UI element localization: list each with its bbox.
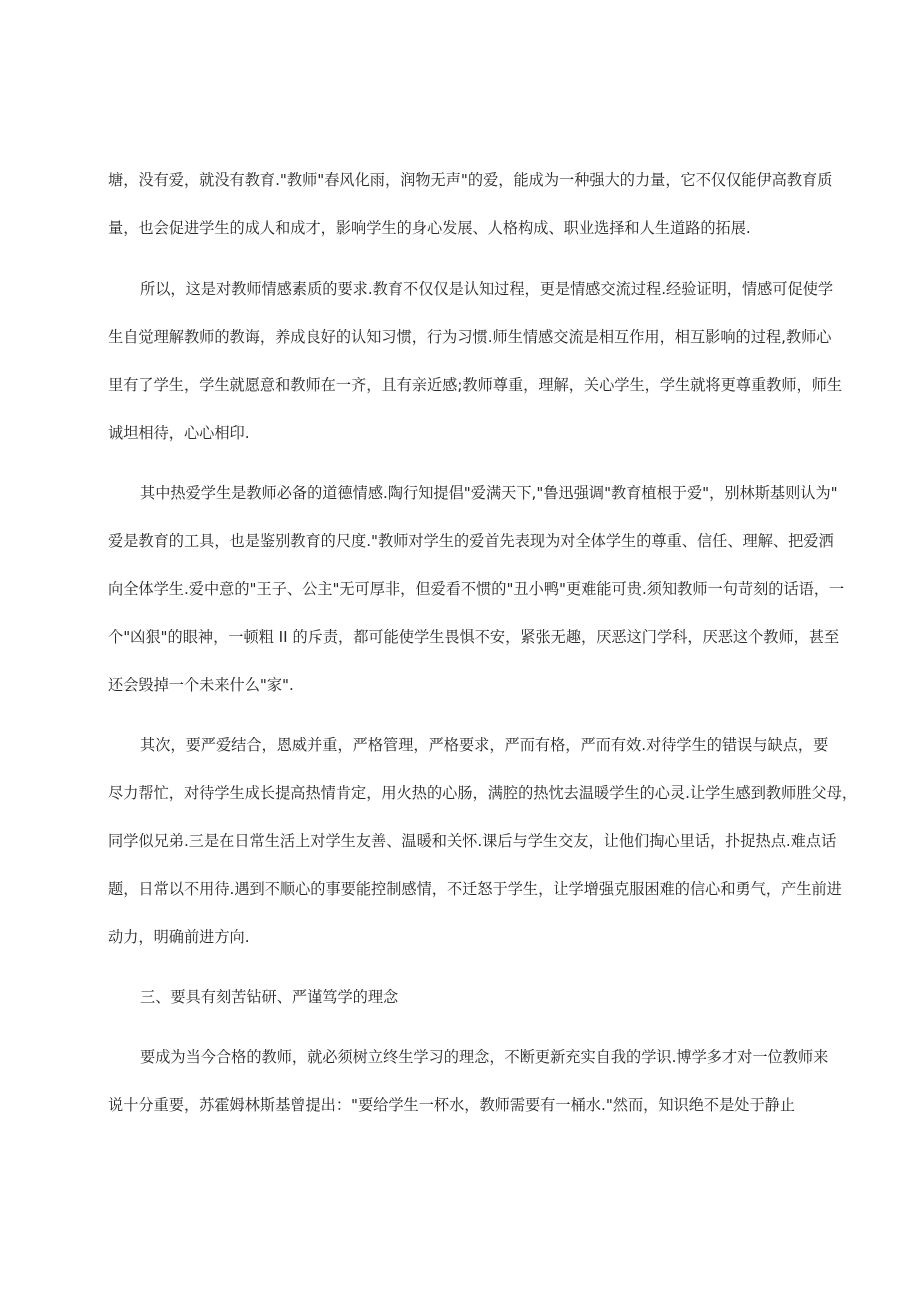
text-line: 题，日常以不用待.遇到不顺心的事要能控制感情，不迁怒于学生，让学增强克服困难的信心和勇气，产生前进 xyxy=(108,880,842,898)
text-line: 个"凶狠"的眼神，一顿粗 II 的斥责，都可能使学生畏惧不安，紧张无趣，厌恶这门学科，厌恶这个教师，甚至 xyxy=(108,628,840,646)
text-line: 生自觉理解教师的教诲，养成良好的认知习惯，行为习惯.师生情感交流是相互作用，相互影响的过程,教师心 xyxy=(108,328,832,346)
text-line: 要成为当今合格的教师，就必须树立终生学习的理念，不断更新充实自我的学识.博学多才对一位教师来 xyxy=(140,1048,829,1066)
text-line: 其次，要严爱结合，恩威并重，严格管理，严格要求，严而有格，严而有效.对待学生的错误与缺点，要 xyxy=(140,736,829,754)
text-line: 尽力帮忙，对待学生成长提高热情肯定，用火热的心肠，满腔的热忱去温暖学生的心灵.让学生感到教师胜父母， xyxy=(108,784,858,802)
text-line: 所以，这是对教师情感素质的要求.教育不仅仅是认知过程，更是情感交流过程.经验证明，情感可促使学 xyxy=(140,280,834,298)
text-line: 说十分重要，苏霍姆林斯基曾提出："要给学生一杯水，教师需要有一桶水."然而，知识绝不是处于静止 xyxy=(108,1096,796,1114)
text-line: 其中热爱学生是教师必备的道德情感.陶行知提倡"爱满天下,"鲁迅强调"教育植根于爱"，别林斯基则认为" xyxy=(140,484,838,502)
text-line: 量，也会促进学生的成人和成才，影响学生的身心发展、人格构成、职业选择和人生道路的拓展. xyxy=(108,219,751,237)
text-line: 爱是教育的工具，也是鉴别教育的尺度."教师对学生的爱首先表现为对全体学生的尊重、信任、理解、把爱洒 xyxy=(108,532,834,550)
text-line: 动力，明确前进方向. xyxy=(108,928,250,946)
text-line: 塘，没有爱，就没有教育."教师"春风化雨，润物无声"的爱，能成为一种强大的力量，它不仅仅能伊高教育质 xyxy=(108,171,833,189)
text-line: 诚坦相待，心心相印. xyxy=(108,424,250,442)
section-heading: 三、要具有刻苦钻研、严谨笃学的理念 xyxy=(140,988,399,1006)
text-line: 还会毁掉一个未来什么"家". xyxy=(108,676,294,694)
text-line: 同学似兄弟.三是在日常生活上对学生友善、温暖和关怀.课后与学生交友，让他们掏心里话，扑捉热点.难点话 xyxy=(108,832,837,850)
text-line: 里有了学生，学生就愿意和教师在一齐，且有亲近感;教师尊重，理解，关心学生，学生就将更尊重教师，师生 xyxy=(108,376,843,394)
text-line: 向全体学生.爱中意的"王子、公主"无可厚非，但爱看不惯的"丑小鸭"更难能可贵.须知教师一句苛刻的话语，一 xyxy=(108,580,845,598)
